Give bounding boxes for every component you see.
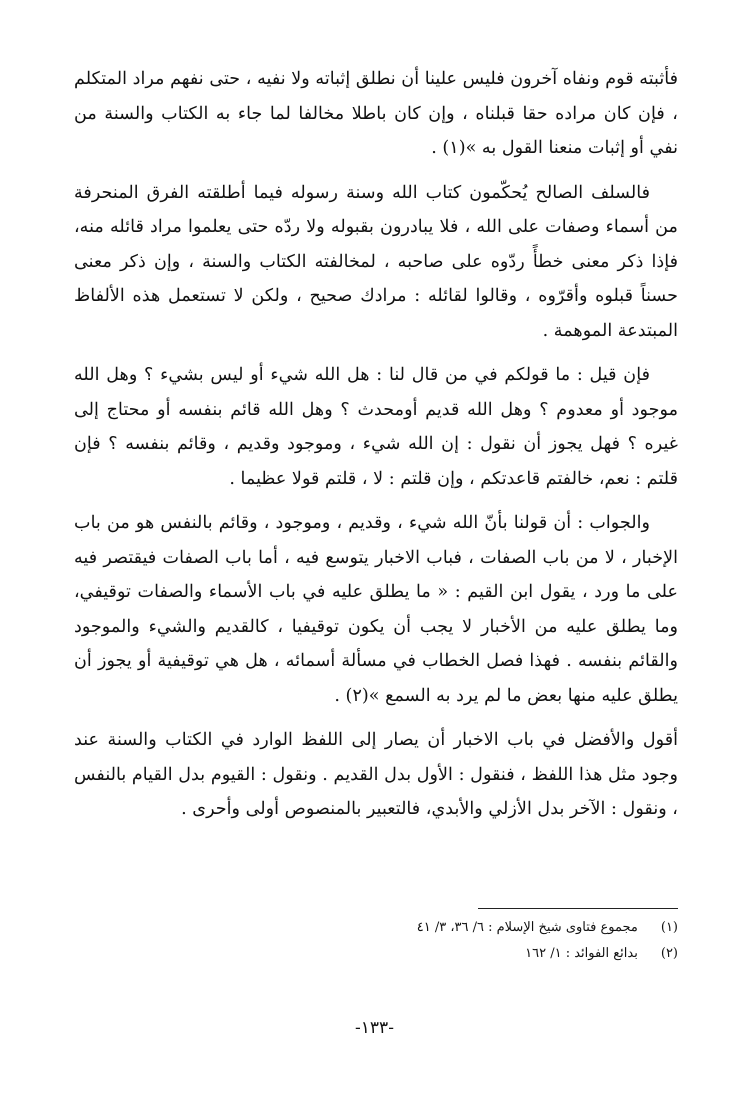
page-body — [74, 62, 678, 837]
footnote-2-number: (٢) — [660, 946, 678, 961]
footnote-1 — [74, 915, 678, 941]
paragraph-5: أقول والأفضل في باب الاخبار أن يصار إلى اللفظ الوارد في الكتاب والسنة عند وجود مثل هذا اللفظ ، فنقول : الأول بدل القديم . ونقول : القيوم بدل القيام بالنفس ، ونقول : الآخر بدل الأزلي والأبدي، فالتعبير بالمنصوص أولى وأحرى . — [74, 730, 678, 819]
paragraph-3: فإن قيل : ما قولكم في من قال لنا : هل الله شيء أو ليس بشيء ؟ وهل الله موجود أو معدوم ؟ وهل الله قديم أومحدث ؟ وهل الله قائم بنفسه أو محتاج إلى غيره ؟ فهل يجوز أن نقول : إن الله شيء ، وموجود وقديم ، وقائم بنفسه ؟ فإن قلتم : نعم، خالفتم قاعدتكم ، وإن قلتم : لا ، قلتم قولا عظيما . — [74, 365, 678, 489]
page-number: -١٣٣- — [355, 1018, 394, 1038]
paragraph-2: فالسلف الصالح يُحكّمون كتاب الله وسنة رسوله فيما أطلقته الفرق المنحرفة من أسماء وصفات على الله ، فلا يبادرون بقبوله ولا ردّه حتى يعلموا مراد قائله منه، فإذا ذكر معنى خطأً ردّوه على صاحبه ، لمخالفته الكتاب والسنة ، وإن ذكر معنى حسناً قبلوه وأقرّوه ، وقالوا لقائله : مرادك صحيح ، ولكن لا تستعمل هذه الألفاظ المبتدعة الموهمة . — [74, 182, 678, 341]
footnote-1-text: مجموع فتاوى شيخ الإسلام : ٦/ ٣٦، ٣/ ٤١ — [416, 920, 638, 935]
footnote-2 — [74, 941, 678, 967]
paragraph-1: فأثبته قوم ونفاه آخرون فليس علينا أن نطلق إثباته ولا نفيه ، حتى نفهم مراد المتكلم ، فإن كان مراده حقا قبلناه ، وإن كان باطلا مخالفا لما جاء به الكتاب والسنة من نفي أو إثبات منعنا القول به »(١) . — [74, 69, 678, 158]
footnotes — [74, 908, 678, 967]
footnote-1-number: (١) — [660, 920, 678, 935]
footnote-2-text: بدائع الفوائد : ١/ ١٦٢ — [525, 946, 638, 961]
footnote-divider — [478, 908, 678, 909]
paragraph-4: والجواب : أن قولنا بأنّ الله شيء ، وقديم ، وموجود ، وقائم بالنفس هو من باب الإخبار ، لا من باب الصفات ، فباب الاخبار يتوسع فيه ، أما باب الصفات فيقتصر فيه على ما ورد ، يقول ابن القيم : « ما يطلق عليه في باب الأسماء والصفات توقيفي، وما يطلق عليه من الأخبار لا يجب أن يكون توقيفيا ، كالقديم والشيء والموجود والقائم بنفسه . فهذا فصل الخطاب في مسألة أسمائه ، هل هي توقيفية أو يجوز أن يطلق عليه منها بعض ما لم يرد به السمع »(٢) . — [74, 513, 678, 706]
